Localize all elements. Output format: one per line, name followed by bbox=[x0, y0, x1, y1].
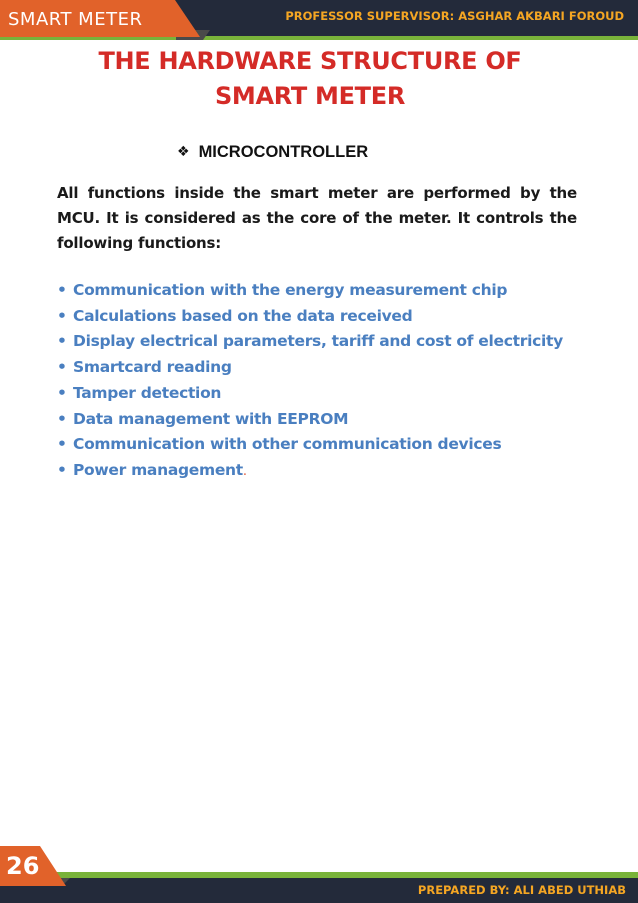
section-heading-text: MICROCONTROLLER bbox=[198, 143, 369, 161]
list-item-text: Display electrical parameters, tariff and cost of electricity bbox=[73, 332, 563, 351]
page-number: 26 bbox=[6, 852, 40, 880]
section-heading bbox=[177, 140, 368, 164]
list-item-text: Smartcard reading bbox=[73, 358, 232, 377]
list-item bbox=[57, 304, 577, 330]
list-item bbox=[57, 407, 577, 433]
header-section-label: SMART METER bbox=[8, 9, 143, 30]
page-title bbox=[60, 44, 560, 114]
intro-paragraph: All functions inside the smart meter are performed by the MCU. It is considered as the core of the meter. It controls the following functions: bbox=[57, 184, 577, 252]
bullet-icon: • bbox=[57, 460, 67, 479]
bullet-icon: • bbox=[57, 409, 67, 428]
footer-prepared-by: PREPARED BY: ALI ABED UTHIAB bbox=[417, 883, 626, 897]
list-item-text: Communication with the energy measurement chip bbox=[73, 281, 508, 299]
bullet-icon: • bbox=[57, 332, 67, 351]
list-item bbox=[57, 458, 577, 485]
bullet-icon: • bbox=[57, 306, 67, 325]
list-item-text: Communication with other communication devices bbox=[73, 435, 502, 454]
page-title-line-2: SMART METER bbox=[214, 82, 406, 110]
list-item-text: Data management with EEPROM bbox=[73, 409, 349, 428]
trailing-period: . bbox=[242, 463, 247, 479]
page-title-line-1: THE HARDWARE STRUCTURE OF bbox=[98, 47, 522, 75]
list-item bbox=[57, 278, 577, 304]
bullet-icon: • bbox=[57, 435, 67, 454]
function-list bbox=[57, 278, 577, 485]
list-item bbox=[57, 329, 577, 355]
list-item-text: Calculations based on the data received bbox=[73, 306, 413, 325]
list-item bbox=[57, 381, 577, 407]
diamond-bullet-icon: ❖ bbox=[177, 144, 190, 160]
bullet-icon: • bbox=[57, 281, 67, 299]
list-item-text: Tamper detection bbox=[73, 383, 222, 402]
list-item bbox=[57, 355, 577, 381]
bullet-icon: • bbox=[57, 358, 67, 377]
list-item-text: Power management bbox=[73, 460, 243, 479]
list-item bbox=[57, 432, 577, 458]
bullet-icon: • bbox=[57, 383, 67, 402]
header-supervisor: PROFESSOR SUPERVISOR: ASGHAR AKBARI FOROUD bbox=[285, 9, 624, 23]
